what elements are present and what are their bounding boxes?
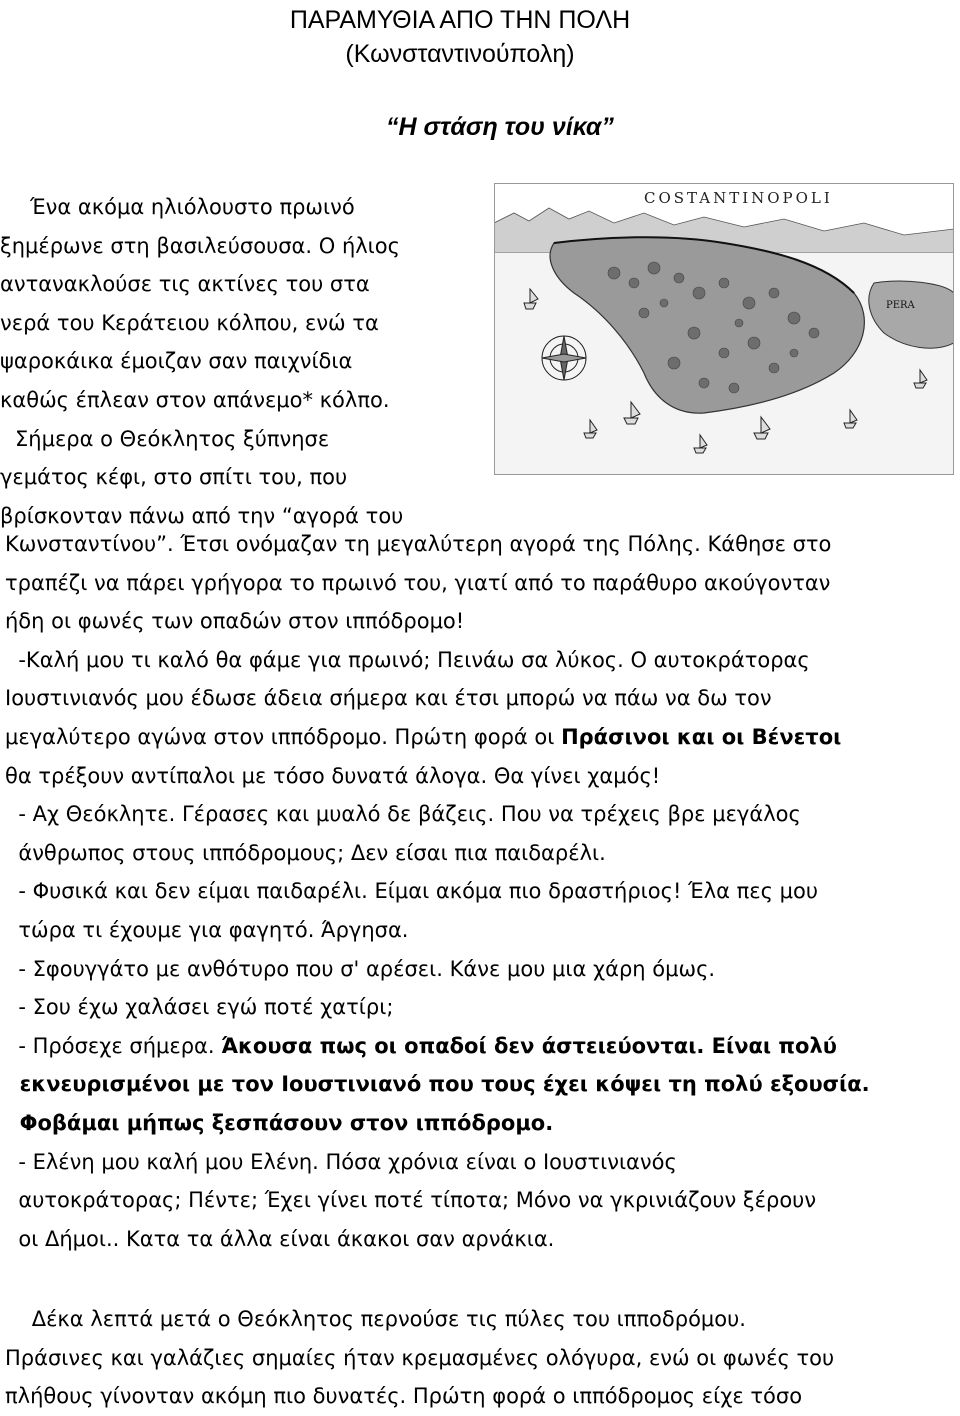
- text-line: Ένα ακόμα ηλιόλουστο πρωινό: [30, 195, 355, 219]
- intro-paragraph: [0, 188, 490, 535]
- text-run: - Πρόσεχε σήμερα.: [5, 1033, 222, 1058]
- text-line: -Καλή μου τι καλό θα φάμε για πρωινό; Πεινάω σα λύκος. Ο αυτοκράτορας: [5, 647, 810, 672]
- team-names: Πράσινοι και οι Βένετοι: [561, 724, 842, 749]
- text-line: βρίσκονταν πάνω από την “αγορά του: [0, 503, 404, 528]
- text-line: εκνευρισμένοι με τον Ιουστινιανό που τους έχει κόψει τη πολύ εξουσία.: [5, 1072, 870, 1097]
- text-line: Σήμερα ο Θεόκλητος ξύπνησε: [15, 426, 330, 451]
- constantinople-map-image: [494, 183, 954, 475]
- text-line: Ιουστινιανός μου έδωσε άδεια σήμερα και έτσι μπορώ να πάω να δω τον: [5, 686, 772, 711]
- text-line: ήδη οι φωνές των οπαδών στον ιππόδρομο!: [5, 609, 465, 634]
- text-line: τώρα τι έχουμε για φαγητό. Άργησα.: [5, 917, 409, 942]
- text-line: τραπέζι να πάρει γρήγορα το πρωινό του, γιατί από το παράθυρο ακούγονταν: [5, 570, 831, 595]
- map-caption: COSTANTINOPOLI: [644, 189, 833, 207]
- text-line: καθώς έπλεαν στον απάνεμο* κόλπο.: [0, 387, 390, 412]
- page-title: ΠΑΡΑΜΥΘΙΑ ΑΠΟ ΤΗΝ ΠΟΛΗ: [289, 6, 631, 34]
- text-line: - Σφουγγάτο με ανθότυρο που σ' αρέσει. Κάνε μου μια χάρη όμως.: [5, 956, 716, 981]
- text-line: γεμάτος κέφι, στο σπίτι του, που: [0, 465, 348, 490]
- text-line: - Ελένη μου καλή μου Ελένη. Πόσα χρόνια είναι ο Ιουστινιανός: [5, 1149, 677, 1174]
- text-line: - Αχ Θεόκλητε. Γέρασες και μυαλό δε βάζεις. Που να τρέχεις βρε μεγάλος: [5, 802, 801, 827]
- text-line: πλήθους γίνονταν ακόμη πιο δυνατές. Πρώτη φορά ο ιππόδρομος είχε τόσο: [5, 1384, 803, 1409]
- text-line: νερά του Κεράτειου κόλπου, ενώ τα: [0, 310, 379, 335]
- closing-paragraph: [5, 1300, 957, 1416]
- text-line: αυτοκράτορας; Πέντε; Έχει γίνει ποτέ τίποτα; Μόνο να γκρινιάζουν ξέρουν: [5, 1188, 817, 1213]
- text-line: - Φυσικά και δεν είμαι παιδαρέλι. Είμαι ακόμα πιο δραστήριος! Έλα πες μου: [5, 879, 819, 904]
- text-line: οι Δήμοι.. Κατα τα άλλα είναι άκακοι σαν αρνάκια.: [5, 1226, 555, 1251]
- text-line: [5, 718, 957, 757]
- text-line: ξημέρωνε στη βασιλεύσουσα. Ο ήλιος: [0, 233, 400, 258]
- story-title: [0, 113, 960, 142]
- page-title-subline: (Κωνσταντινούπολη): [345, 40, 575, 68]
- text-run: μεγαλύτερο αγώνα στον ιππόδρομο. Πρώτη φορά οι: [5, 724, 562, 749]
- text-line: ψαροκάικα έμοιζαν σαν παιχνίδια: [0, 349, 353, 374]
- text-line: Δέκα λεπτά μετά ο Θεόκλητος περνούσε τις πύλες του ιπποδρόμου.: [5, 1307, 746, 1331]
- svg-text:PERA: PERA: [886, 300, 915, 311]
- warning-bold: Άκουσα πως οι οπαδοί δεν άστειεύονται. Είναι πολύ: [221, 1033, 837, 1058]
- text-line: Κωνσταντίνου”. Έτσι ονόμαζαν τη μεγαλύτερη αγορά της Πόλης. Κάθησε στο: [5, 532, 832, 556]
- text-line: [5, 1027, 957, 1066]
- title-block: [0, 4, 960, 72]
- text-line: άνθρωπος στους ιππόδρομους; Δεν είσαι πια παιδαρέλι.: [5, 840, 606, 865]
- text-line: Πράσινες και γαλάζιες σημαίες ήταν κρεμασμένες ολόγυρα, ενώ οι φωνές του: [5, 1345, 835, 1370]
- text-line: αντανακλούσε τις ακτίνες του στα: [0, 272, 370, 297]
- main-dialogue: [5, 525, 957, 1258]
- text-line: θα τρέξουν αντίπαλοι με τόσο δυνατά άλογα. Θα γίνει χαμός!: [5, 763, 661, 788]
- text-line: - Σου έχω χαλάσει εγώ ποτέ χατίρι;: [5, 995, 394, 1020]
- text-line: Φοβάμαι μήπως ξεσπάσουν στον ιππόδρομο.: [5, 1110, 554, 1135]
- story-title-text: “Η στάση του νίκα”: [386, 113, 614, 141]
